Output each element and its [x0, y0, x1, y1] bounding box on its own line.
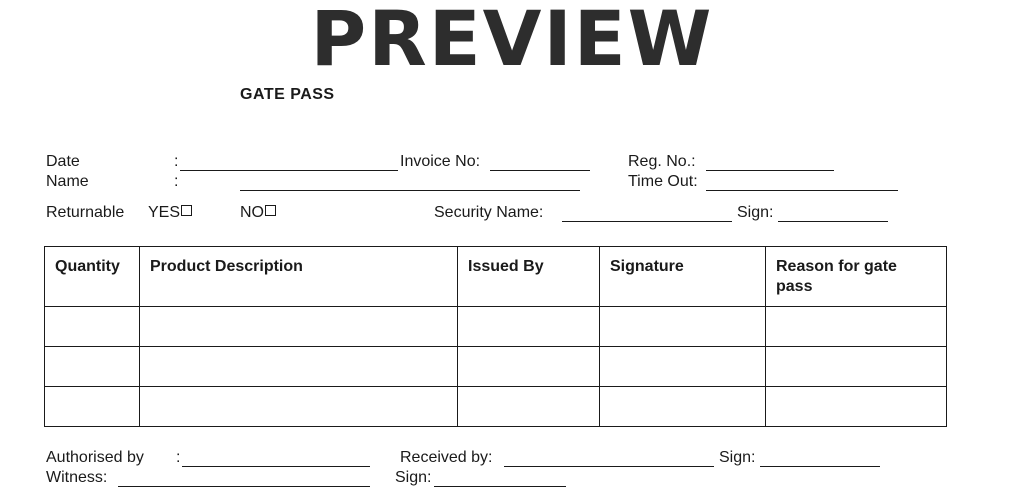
- time-out-field[interactable]: [706, 172, 898, 191]
- received-by-field[interactable]: [504, 448, 714, 467]
- witness-sign-field[interactable]: [434, 468, 566, 487]
- security-name-label: Security Name:: [434, 204, 544, 221]
- authorised-colon: :: [176, 449, 181, 466]
- table-row: [45, 347, 947, 387]
- form-title: GATE PASS: [240, 86, 335, 103]
- returnable-label: Returnable: [46, 204, 125, 221]
- table-cell[interactable]: [600, 347, 766, 387]
- table-cell[interactable]: [140, 307, 458, 347]
- table-cell[interactable]: [766, 387, 947, 427]
- reg-no-label: Reg. No.:: [628, 153, 696, 170]
- header-product-description: Product Description: [140, 247, 458, 307]
- table-cell[interactable]: [600, 307, 766, 347]
- table-cell[interactable]: [45, 307, 140, 347]
- header-reason: Reason for gate pass: [766, 247, 947, 307]
- yes-label: YES: [148, 204, 181, 221]
- authorised-by-field[interactable]: [182, 448, 370, 467]
- table-cell[interactable]: [140, 387, 458, 427]
- date-label: Date: [46, 153, 80, 170]
- received-sign-field[interactable]: [760, 448, 880, 467]
- security-name-field[interactable]: [562, 203, 732, 222]
- name-colon: :: [174, 173, 179, 190]
- table-cell[interactable]: [458, 387, 600, 427]
- table-row: [45, 387, 947, 427]
- header-quantity: Quantity: [45, 247, 140, 307]
- received-sign-label: Sign:: [719, 449, 756, 466]
- table-cell[interactable]: [458, 307, 600, 347]
- security-sign-label: Sign:: [737, 204, 774, 221]
- no-label: NO: [240, 204, 264, 221]
- no-checkbox[interactable]: [265, 205, 276, 216]
- preview-watermark: PREVIEW: [310, 0, 714, 83]
- table-cell[interactable]: [766, 347, 947, 387]
- table-cell[interactable]: [45, 387, 140, 427]
- date-colon: :: [174, 153, 179, 170]
- table-header-row: [45, 247, 947, 307]
- invoice-label: Invoice No:: [400, 153, 481, 170]
- table-cell[interactable]: [140, 347, 458, 387]
- returnable-no: [240, 204, 276, 222]
- received-by-label: Received by:: [400, 449, 493, 466]
- witness-sign-label: Sign:: [395, 469, 432, 486]
- time-out-label: Time Out:: [628, 173, 698, 190]
- name-label: Name: [46, 173, 89, 190]
- header-signature: Signature: [600, 247, 766, 307]
- witness-field[interactable]: [118, 468, 370, 487]
- returnable-yes: [148, 204, 192, 222]
- reg-no-field[interactable]: [706, 152, 834, 171]
- security-sign-field[interactable]: [778, 203, 888, 222]
- gate-pass-table: [44, 246, 947, 427]
- header-issued-by: Issued By: [458, 247, 600, 307]
- table-cell[interactable]: [766, 307, 947, 347]
- name-field[interactable]: [240, 172, 580, 191]
- yes-checkbox[interactable]: [181, 205, 192, 216]
- date-field[interactable]: [180, 152, 398, 171]
- table-cell[interactable]: [458, 347, 600, 387]
- table-cell[interactable]: [600, 387, 766, 427]
- invoice-field[interactable]: [490, 152, 590, 171]
- witness-label: Witness:: [46, 469, 108, 486]
- table-cell[interactable]: [45, 347, 140, 387]
- authorised-by-label: Authorised by: [46, 449, 144, 466]
- table-row: [45, 307, 947, 347]
